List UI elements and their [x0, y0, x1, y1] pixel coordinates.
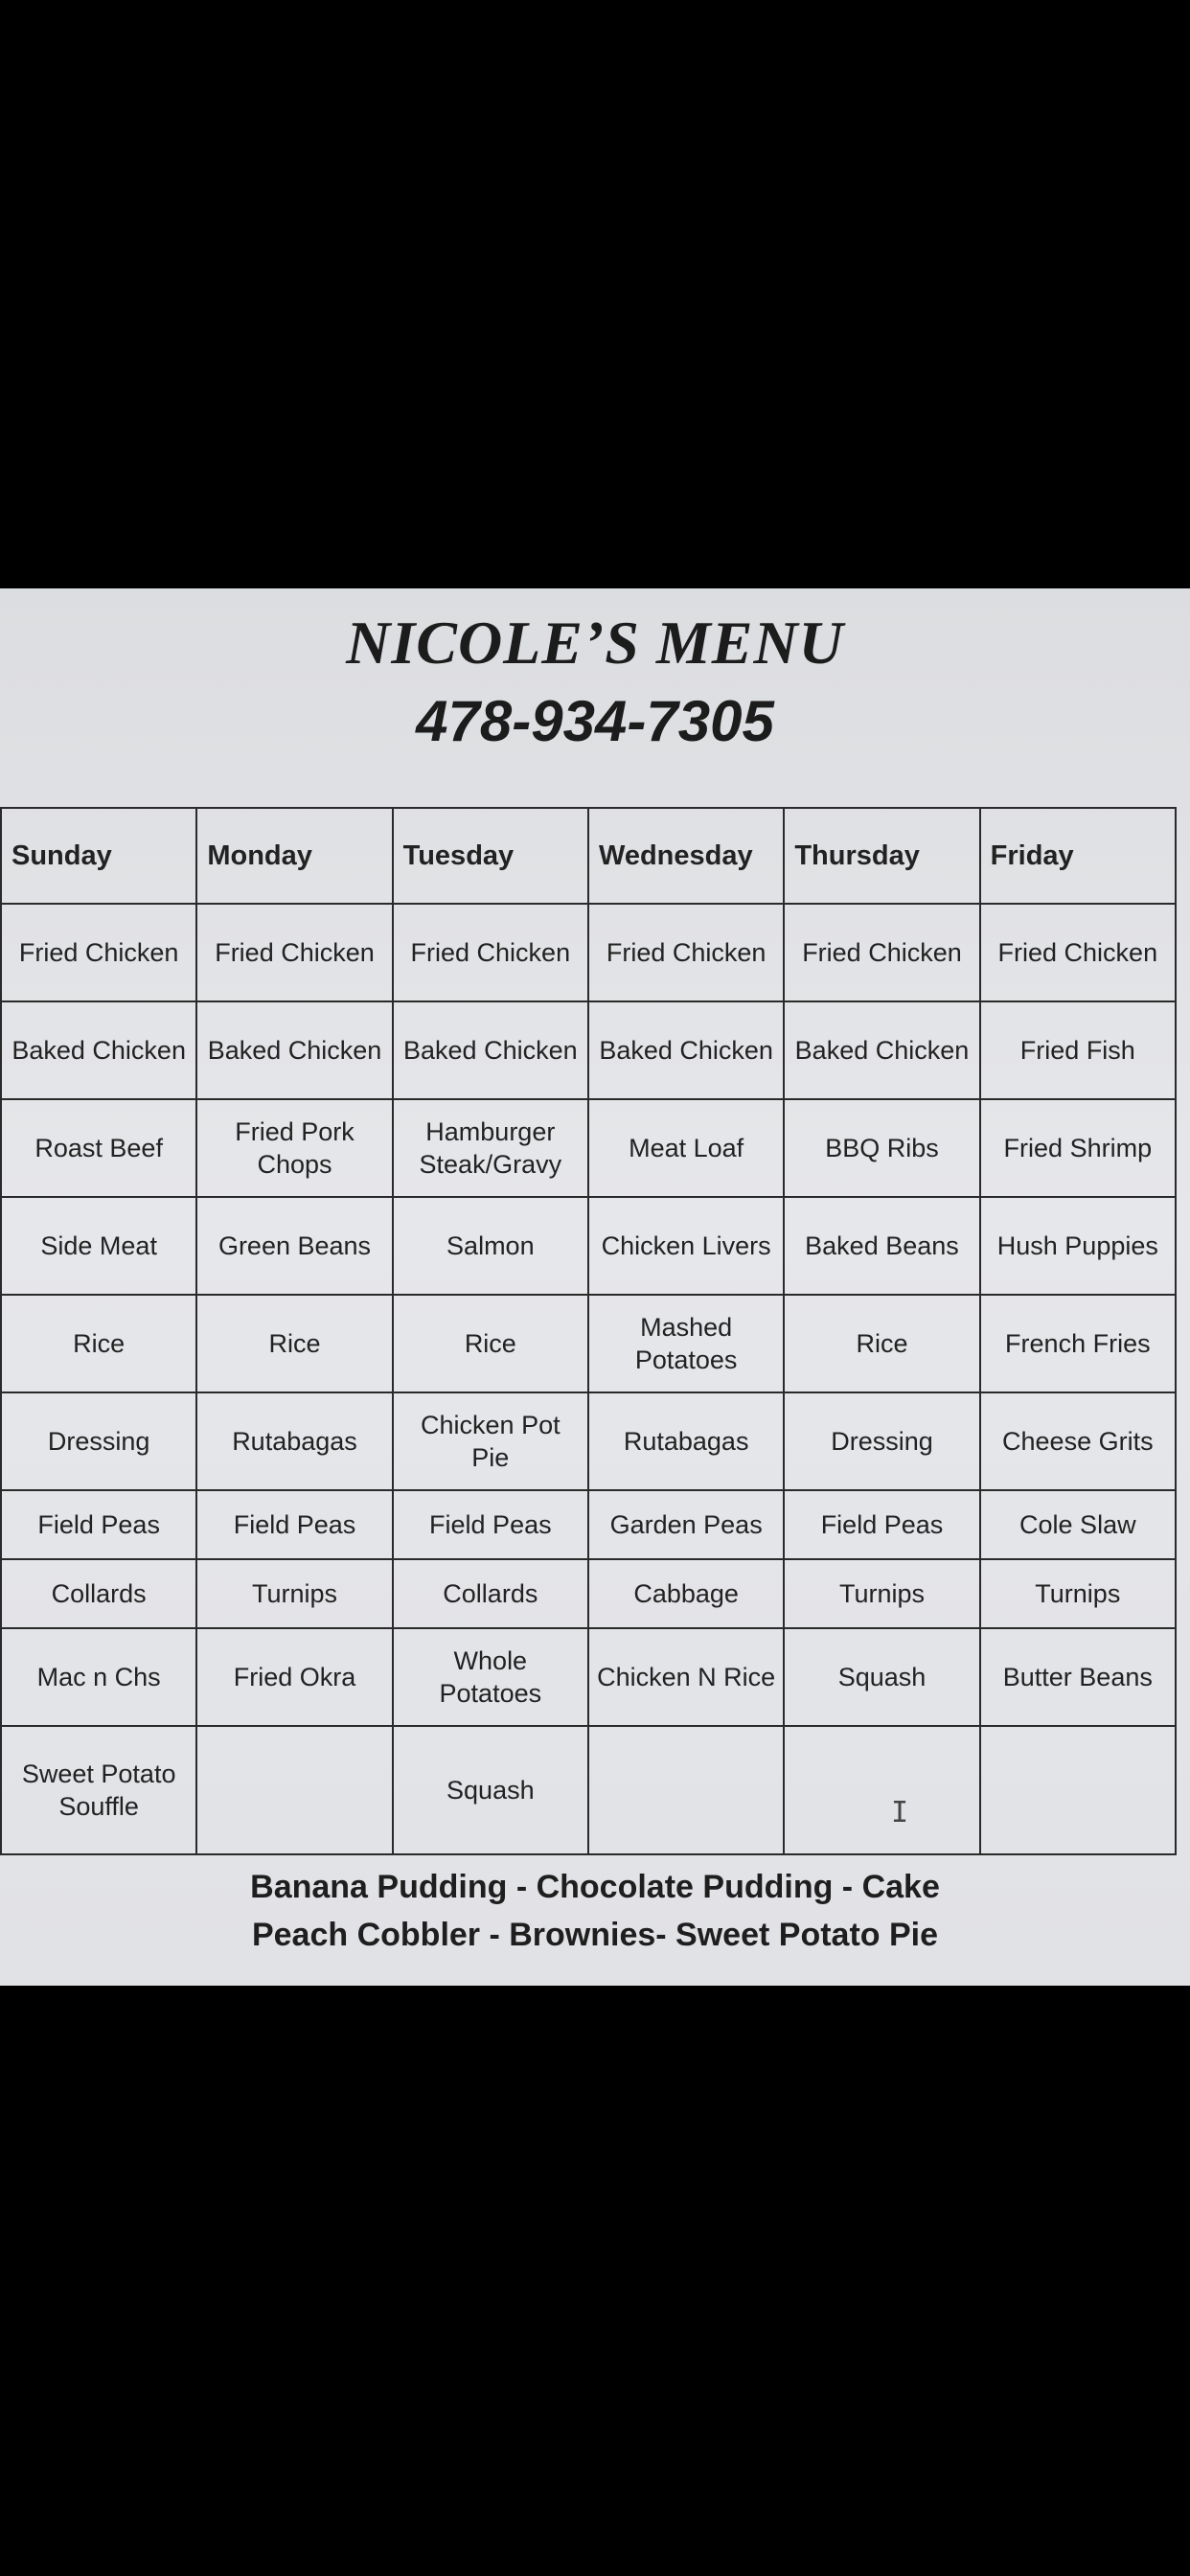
menu-cell: Butter Beans [980, 1628, 1176, 1726]
menu-cell: Fried Fish [980, 1001, 1176, 1099]
menu-cell: Roast Beef [1, 1099, 196, 1197]
table-row [1, 1197, 1176, 1295]
menu-cell: Collards [393, 1559, 588, 1628]
menu-cell: Meat Loaf [588, 1099, 784, 1197]
menu-cell: Fried Chicken [980, 904, 1176, 1001]
menu-cell: Mashed Potatoes [588, 1295, 784, 1392]
menu-cell: Baked Chicken [588, 1001, 784, 1099]
menu-cell: Dressing [1, 1392, 196, 1490]
menu-cell: Hamburger Steak/Gravy [393, 1099, 588, 1197]
day-header: Sunday [1, 808, 196, 904]
menu-cell: Fried Chicken [784, 904, 979, 1001]
menu-cell: Rutabagas [196, 1392, 392, 1490]
menu-cell: Mac n Chs [1, 1628, 196, 1726]
desserts-list [0, 1863, 1190, 1959]
menu-cell: Turnips [784, 1559, 979, 1628]
menu-cell: Rice [784, 1295, 979, 1392]
menu-cell: Field Peas [1, 1490, 196, 1559]
menu-cell [784, 1726, 979, 1854]
menu-cell: Baked Chicken [393, 1001, 588, 1099]
desserts-line-1: Banana Pudding - Chocolate Pudding - Cake [250, 1869, 940, 1905]
menu-cell: Chicken Pot Pie [393, 1392, 588, 1490]
menu-cell: Collards [1, 1559, 196, 1628]
table-row [1, 1628, 1176, 1726]
menu-cell [588, 1726, 784, 1854]
menu-sheet [0, 588, 1190, 1986]
table-row [1, 1726, 1176, 1854]
table-row [1, 904, 1176, 1001]
menu-cell: Side Meat [1, 1197, 196, 1295]
menu-cell: Rice [393, 1295, 588, 1392]
menu-cell: Cole Slaw [980, 1490, 1176, 1559]
menu-cell: Fried Shrimp [980, 1099, 1176, 1197]
menu-cell: Baked Chicken [1, 1001, 196, 1099]
menu-cell: Fried Chicken [196, 904, 392, 1001]
menu-cell: French Fries [980, 1295, 1176, 1392]
menu-cell [196, 1726, 392, 1854]
day-header: Friday [980, 808, 1176, 904]
menu-cell: Squash [393, 1726, 588, 1854]
table-row [1, 1001, 1176, 1099]
menu-cell: Fried Chicken [1, 904, 196, 1001]
menu-cell: Field Peas [196, 1490, 392, 1559]
day-header-row [1, 808, 1176, 904]
menu-cell: Salmon [393, 1197, 588, 1295]
menu-cell: Chicken Livers [588, 1197, 784, 1295]
phone-number: 478-934-7305 [416, 689, 774, 753]
menu-cell: Chicken N Rice [588, 1628, 784, 1726]
menu-cell [980, 1726, 1176, 1854]
menu-cell: Dressing [784, 1392, 979, 1490]
menu-cell: Baked Beans [784, 1197, 979, 1295]
menu-cell: Fried Chicken [393, 904, 588, 1001]
menu-table [0, 807, 1177, 1855]
menu-cell: Rutabagas [588, 1392, 784, 1490]
day-header: Tuesday [393, 808, 588, 904]
table-row [1, 1490, 1176, 1559]
menu-cell: Squash [784, 1628, 979, 1726]
day-header: Monday [196, 808, 392, 904]
menu-cell: Hush Puppies [980, 1197, 1176, 1295]
desserts-line-2: Peach Cobbler - Brownies- Sweet Potato Pie [251, 1917, 939, 1953]
menu-cell: Green Beans [196, 1197, 392, 1295]
menu-cell: Field Peas [393, 1490, 588, 1559]
day-header: Thursday [784, 808, 979, 904]
day-header: Wednesday [588, 808, 784, 904]
menu-cell: Turnips [980, 1559, 1176, 1628]
menu-cell: Baked Chicken [784, 1001, 979, 1099]
menu-cell: BBQ Ribs [784, 1099, 979, 1197]
table-row [1, 1295, 1176, 1392]
menu-cell: Rice [1, 1295, 196, 1392]
menu-cell: Fried Okra [196, 1628, 392, 1726]
menu-cell: Turnips [196, 1559, 392, 1628]
table-row [1, 1099, 1176, 1197]
table-row [1, 1392, 1176, 1490]
text-cursor-icon: I [891, 1796, 909, 1829]
menu-cell: Sweet Potato Souffle [1, 1726, 196, 1854]
menu-cell: Garden Peas [588, 1490, 784, 1559]
menu-cell: Baked Chicken [196, 1001, 392, 1099]
menu-cell: Fried Pork Chops [196, 1099, 392, 1197]
menu-cell: Whole Potatoes [393, 1628, 588, 1726]
menu-cell: Cabbage [588, 1559, 784, 1628]
menu-cell: Cheese Grits [980, 1392, 1176, 1490]
menu-title: NICOLE’S MENU [346, 609, 844, 677]
menu-cell: Fried Chicken [588, 904, 784, 1001]
menu-cell: Rice [196, 1295, 392, 1392]
table-row [1, 1559, 1176, 1628]
menu-cell: Field Peas [784, 1490, 979, 1559]
